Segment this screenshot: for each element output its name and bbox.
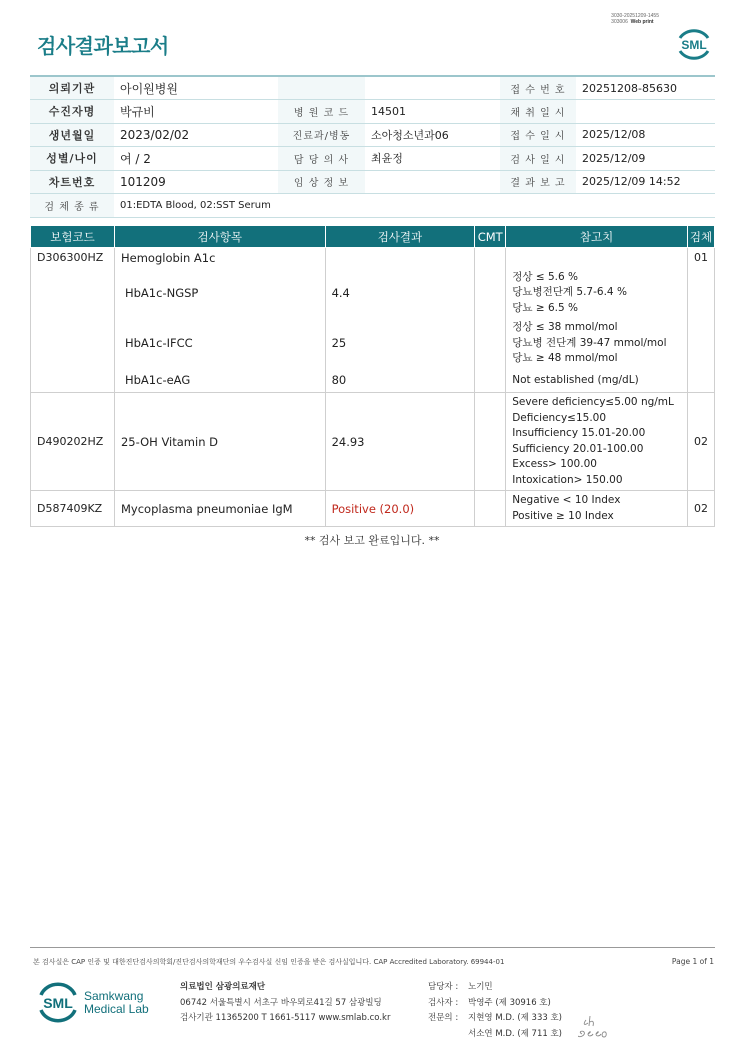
info-value: 2025/12/09 14:52: [576, 170, 715, 194]
info-label: 수진자명: [30, 100, 114, 124]
organization-info: [180, 980, 390, 1027]
reference-line: Not established (mg/dL): [512, 373, 639, 386]
test-name: Hemoglobin A1c: [114, 248, 325, 268]
test-result-positive: Positive (20.0): [325, 491, 475, 527]
sml-footer-logo: [36, 980, 80, 1024]
header-result: 검사결과: [325, 226, 475, 248]
page-number: Page 1 of 1: [671, 957, 714, 966]
org-address: 06742 서울특별시 서초구 바우뫼로41길 57 삼광빌딩: [180, 997, 382, 1008]
header-cmt: CMT: [475, 226, 506, 248]
table-row: [31, 491, 715, 527]
patient-info-table: [30, 75, 715, 218]
reference-line: Sufficiency 20.01-100.00: [512, 442, 644, 455]
info-value: 2025/12/09: [576, 147, 715, 171]
info-value: 101209: [114, 170, 278, 194]
footer-divider: [30, 947, 715, 948]
info-value: [365, 170, 500, 194]
results-header-row: [31, 226, 715, 248]
info-label: 접 수 번 호: [500, 76, 576, 100]
info-value: 2023/02/02: [114, 123, 278, 147]
test-name: Mycoplasma pneumoniae IgM: [114, 491, 325, 527]
reference-line: Negative < 10 Index: [512, 494, 621, 506]
reference-line: Deficiency≤15.00: [512, 411, 607, 424]
info-value: 20251208-85630: [576, 76, 715, 100]
specimen-code: 01: [687, 248, 714, 268]
brand-line1: Samkwang: [84, 989, 144, 1003]
info-value: 아이원병원: [114, 76, 278, 100]
reference-line: 정상 ≤ 5.6 %: [512, 270, 578, 283]
info-label: 담 당 의 사: [278, 147, 365, 171]
specimen-type-value: 01:EDTA Blood, 02:SST Serum: [114, 194, 715, 218]
print-code-line2: 303006: [611, 19, 628, 25]
info-label: 접 수 일 시: [500, 123, 576, 147]
test-result: 24.93: [325, 393, 475, 491]
insurance-code: D587409KZ: [31, 491, 115, 527]
info-value: [576, 100, 715, 124]
print-code-line1: 3030-20251209-1455: [611, 13, 659, 19]
accreditation-note: 본 검사실은 CAP 인증 및 대한진단검사의학회/진단검사의학재단의 우수검사실 신임 인증을 받은 검사실입니다. CAP Accredited Laboratory. 69944-01: [33, 958, 505, 966]
header-reference: 참고치: [506, 226, 688, 248]
info-row: [30, 194, 715, 218]
info-label: 진료과/병동: [278, 123, 365, 147]
test-result: 4.4: [325, 268, 475, 319]
specimen-code: 02: [687, 491, 714, 527]
reference-line: Insufficiency 15.01-20.00: [512, 427, 646, 439]
sml-footer-logo-text: SML: [43, 995, 73, 1011]
info-label: 임 상 정 보: [278, 170, 365, 194]
test-result: 80: [325, 369, 475, 393]
staff-row: 전문의 : 지현영 M.D. (제 333 호): [428, 1013, 563, 1023]
info-value: 최윤정: [365, 147, 500, 171]
test-name: HbA1c-NGSP: [114, 268, 325, 319]
table-row: [31, 248, 715, 268]
specimen-type-label: 검 체 종 류: [30, 194, 114, 218]
reference-line: Positive ≥ 10 Index: [512, 509, 614, 522]
staff-row: 서소연 M.D. (제 711 호): [468, 1028, 563, 1039]
print-code: [611, 13, 659, 25]
print-label: Web print: [630, 19, 654, 25]
brand-line2: Medical Lab: [84, 1002, 149, 1016]
test-name: HbA1c-eAG: [114, 369, 325, 393]
insurance-code: D490202HZ: [31, 393, 115, 491]
signature: [578, 1010, 610, 1042]
test-name: HbA1c-IFCC: [114, 318, 325, 369]
info-label: 생년월일: [30, 123, 114, 147]
info-label: 성별/나이: [30, 147, 114, 171]
reference-line: 당뇨병 전단계 39-47 mmol/mol: [512, 336, 667, 349]
table-row: [31, 318, 715, 369]
info-value: 2025/12/08: [576, 123, 715, 147]
insurance-code: D306300HZ: [31, 248, 115, 268]
test-name: 25-OH Vitamin D: [114, 393, 325, 491]
table-row: [31, 369, 715, 393]
test-result: 25: [325, 318, 475, 369]
header-test: 검사항목: [114, 226, 325, 248]
report-complete-text: ** 검사 보고 완료입니다. **: [304, 534, 440, 547]
info-value: 박규비: [114, 100, 278, 124]
info-value: 소아청소년과06: [365, 123, 500, 147]
reference-line: Severe deficiency≤5.00 ng/mL: [512, 396, 674, 408]
specimen-code: 02: [687, 393, 714, 491]
results-table: [30, 225, 715, 527]
staff-row: 검사자 : 박영주 (제 30916 호): [428, 997, 551, 1008]
reference-line: Intoxication> 150.00: [512, 473, 623, 486]
reference-line: 당뇨 ≥ 48 mmol/mol: [512, 352, 618, 364]
reference-line: 당뇨 ≥ 6.5 %: [512, 301, 578, 314]
staff-info: [428, 980, 562, 1042]
table-row: [31, 393, 715, 491]
reference-line: 정상 ≤ 38 mmol/mol: [512, 321, 618, 333]
page-title: 검사결과보고서: [37, 34, 169, 58]
info-row: [30, 147, 715, 171]
info-label: 채 취 일 시: [500, 100, 576, 124]
info-label: [278, 76, 365, 100]
header-specimen: 검체: [687, 226, 714, 248]
staff-row: 담당자 : 노기민: [428, 982, 493, 992]
info-row: [30, 170, 715, 194]
info-value: 14501: [365, 100, 500, 124]
table-row: [31, 268, 715, 319]
header-code: 보험코드: [31, 226, 115, 248]
org-name: 의료법인 삼광의료재단: [180, 982, 266, 992]
reference-line: 당뇨병전단계 5.7-6.4 %: [512, 286, 627, 298]
org-contact: 검사기관 11365200 T 1661-5117 www.smlab.co.kr: [180, 1013, 391, 1023]
info-label: 검 사 일 시: [500, 147, 576, 171]
info-label: 병 원 코 드: [278, 100, 365, 124]
info-value: [365, 76, 500, 100]
sml-logo-text: SML: [681, 38, 707, 52]
info-label: 결 과 보 고: [500, 170, 576, 194]
info-row: [30, 100, 715, 124]
brand-name: [84, 990, 149, 1016]
info-row: [30, 76, 715, 100]
info-label: 의뢰기관: [30, 76, 114, 100]
info-value: 여 / 2: [114, 147, 278, 171]
sml-logo: [674, 26, 714, 62]
reference-line: Excess> 100.00: [512, 458, 597, 470]
info-row: [30, 123, 715, 147]
info-label: 차트번호: [30, 170, 114, 194]
